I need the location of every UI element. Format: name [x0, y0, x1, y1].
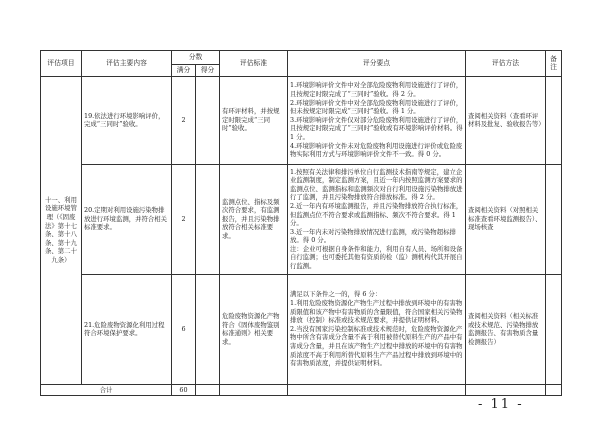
content-cell: 19.依法进行环境影响评价，完成“三同时”验收。	[82, 76, 172, 164]
header-score: 分数	[172, 51, 220, 65]
header-full-score: 满分	[172, 65, 196, 77]
standard-cell: 危险废物资源化产物符合《固体废物鉴别标准通则》相关要求。	[220, 274, 288, 384]
key-point: 3.近一年内未对污染物排放情况进行监测，或污染物超标排放。得 0 分。	[290, 227, 456, 245]
table-row	[41, 164, 562, 274]
header-key-points: 评分要点	[288, 51, 466, 77]
key-point: 4.环境影响评价文件未对危险废物利用设施进行评价或危险废物实际利用方式与环境影响评价文件不一致。得 0 分。	[290, 141, 463, 159]
remark-cell	[546, 76, 562, 164]
method-cell: 查阅相关资料（相关标准或技术规范、污染物排放监测报告、有害物质含量检测报告）	[466, 274, 546, 384]
total-remark	[546, 384, 562, 396]
method-cell: 查阅相关资料（对照相关标准查看环境监测报告）、现场核查	[466, 164, 546, 274]
assessment-table	[40, 50, 562, 396]
header-remark: 备注	[546, 51, 562, 77]
key-points-cell	[288, 76, 466, 164]
project-cell: 十一、利用设施环境管理（《固废法》第十七条、第十八条、第十九条、第二十九条）	[41, 76, 82, 384]
table-row	[41, 76, 562, 164]
page-number: - 11 -	[478, 397, 524, 412]
total-standard	[220, 384, 288, 396]
full-score-cell: 6	[172, 274, 196, 384]
key-points-cell	[288, 274, 466, 384]
key-point: 2.近一年内有环境监测报告，并且污染物排放符合执行标准，但监测点位不符合要求或监测指标、频次不符合要求。得 1 分。	[290, 201, 463, 228]
full-score-cell: 2	[172, 76, 196, 164]
key-point: 1.利用危险废物资源化产物生产过程中排放到环境中的有害物质限值和该产物中有害物质的含量限值，符合国家相关污染物排放（控制）标准或技术规范要求，并提供证明材料。	[290, 299, 463, 325]
header-standard: 评估标准	[220, 51, 288, 77]
standard-cell: 有环评材料，并按规定时限完成“三同时”验收。	[220, 76, 288, 164]
key-point: 1.按照有关法律和排污单位自行监测技术指南等规定，建立企业监测制度，制定监测方案，且近一年内按照监测方案要求的监测点位、监测指标和监测频次对自行利用设施污染物排放进行了监测，并且污染物排放符合排放标准。得 2 分。	[290, 167, 463, 202]
header-project: 评估项目	[41, 51, 82, 77]
got-score-cell	[196, 164, 220, 274]
total-score: 60	[172, 384, 196, 396]
total-method	[466, 384, 546, 396]
got-score-cell	[196, 76, 220, 164]
header-got-score: 得分	[196, 65, 220, 77]
method-cell: 查阅相关资料（查看环评 材料及批复、验收报告等）	[466, 76, 546, 164]
total-label: 合计	[41, 384, 172, 396]
header-method: 评估方法	[466, 51, 546, 77]
key-point: 2.环境影响评价文件中对全部危险废物利用设施进行了评价，但未按规定时限完成“三同时”验收。得 1 分。	[290, 98, 463, 116]
key-points-intro: 满足以下条件之一的，得 6 分：	[290, 290, 382, 299]
remark-cell	[546, 164, 562, 274]
total-key-points	[288, 384, 466, 396]
header-content: 评估主要内容	[82, 51, 172, 77]
key-point: 注：企业可根据自身条件和能力，利用自有人员、场所和设备自行监测；也可委托其他有资质的检（监）测机构代其开展自行监测。	[290, 244, 463, 271]
remark-cell	[546, 274, 562, 384]
key-point: 2.当没有国家污染控制标准或技术规范时，危险废物资源化产物中所含有害成分含量不高于利用被替代原料生产的产品中有害成分含量，并且在该产物生产过程中排放的环境中的有害物质浓度不高于利用所替代原料生产产品过程中排放到环境中的有害物质浓度，并提供证明材料。	[290, 324, 463, 368]
key-point: 1.环境影响评价文件中对全部危险废物利用设施进行了评价，且按规定时限完成了“三同时”验收。得 2 分。	[290, 81, 463, 99]
content-cell: 20.定期对利用设施污染物排放进行环境监测，并符合相关标准要求。	[82, 164, 172, 274]
total-got-score	[196, 384, 220, 396]
content-cell: 21.危险废物资源化利用过程符合环境保护要求。	[82, 274, 172, 384]
table-row	[41, 274, 562, 384]
full-score-cell: 2	[172, 164, 196, 274]
key-points-cell	[288, 164, 466, 274]
key-point: 3.环境影响评价文件仅对部分危险废物利用设施进行了评价，且按规定时限完成了“三同时”验收或有环境影响评价材料。得 1 分。	[290, 115, 463, 141]
total-row	[41, 384, 562, 396]
standard-cell: 监测点位、指标及频次符合要求，有监测报告，并且污染物排放符合相关标准要求。	[220, 164, 288, 274]
got-score-cell	[196, 274, 220, 384]
